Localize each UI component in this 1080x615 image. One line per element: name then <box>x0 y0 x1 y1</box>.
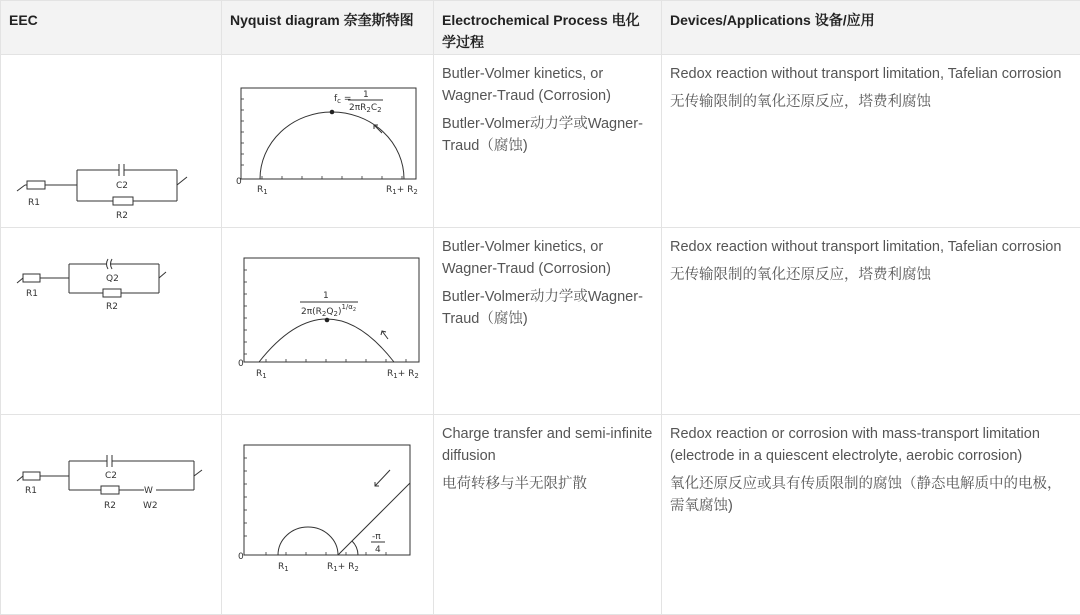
device-en: Redox reaction without transport limitation, Tafelian corrosion <box>670 66 1062 82</box>
x-right-label: $R_1+ R_2$ <box>327 562 359 573</box>
freq-denominator: $2\pi R_2C_2$ <box>349 103 382 114</box>
device-zh: 无传输限制的氧化还原反应，塔费利腐蚀 <box>670 94 931 110</box>
process-zh: Butler-Volmer动力学或Wagner-Traud（腐蚀) <box>442 289 643 327</box>
devices-cell <box>662 228 1080 415</box>
freq-numerator: 1 <box>363 90 369 100</box>
eec-cell <box>1 55 222 228</box>
resistor-r1-icon <box>23 472 40 480</box>
cpe-icon <box>107 259 109 269</box>
process-cell <box>434 228 662 415</box>
resistor-r2-icon <box>101 486 119 494</box>
nyquist-plot <box>222 55 433 227</box>
x-left-label: $R_1$ <box>257 185 268 196</box>
semicircle-curve <box>260 112 404 179</box>
warburg-line <box>338 483 410 555</box>
circuit-cpe-diagram <box>1 228 221 414</box>
plot-frame <box>241 88 416 179</box>
header-nyquist: Nyquist diagram 奈奎斯特图 <box>222 1 434 55</box>
nyquist-plot <box>222 415 433 614</box>
header-eec: EEC <box>1 1 222 55</box>
nyquist-cell <box>222 228 434 415</box>
device-zh: 氧化还原反应或具有传质限制的腐蚀（静态电解质中的电极，需氧腐蚀) <box>670 476 1062 514</box>
nyquist-cell <box>222 55 434 228</box>
origin-label: 0 <box>238 359 244 369</box>
c2-label: C2 <box>116 181 129 191</box>
apex-point <box>325 318 330 323</box>
depressed-semicircle-curve <box>259 319 394 362</box>
plot-frame <box>244 445 410 555</box>
process-en: Butler-Volmer kinetics, or Wagner-Traud (Corrosion) <box>442 66 611 104</box>
frequency-arrow-icon <box>374 125 382 133</box>
angle-numerator: -π <box>372 532 381 542</box>
eec-cell <box>1 415 222 615</box>
x-left-label: $R_1$ <box>278 562 289 573</box>
c2-label: C2 <box>105 471 118 481</box>
r2-label: R2 <box>116 211 128 221</box>
header-devices: Devices/Applications 设备/应用 <box>662 1 1080 55</box>
freq-label: $f_c$ = <box>334 94 352 105</box>
r1-label: R1 <box>25 486 37 496</box>
w2-label: W2 <box>143 501 158 511</box>
header-process: Electrochemical Process 电化学过程 <box>434 1 662 55</box>
process-zh: Butler-Volmer动力学或Wagner-Traud（腐蚀) <box>442 116 643 154</box>
device-en: Redox reaction without transport limitation, Tafelian corrosion <box>670 239 1062 255</box>
resistor-r1-icon <box>23 274 40 282</box>
table-row <box>1 415 1080 615</box>
apex-point <box>330 110 335 115</box>
semicircle-curve <box>278 527 338 555</box>
table-header-row <box>1 1 1080 55</box>
r1-label: R1 <box>28 198 40 208</box>
r1-label: R1 <box>26 289 38 299</box>
process-cell <box>434 415 662 615</box>
resistor-r1-icon <box>27 181 45 189</box>
r2-label: R2 <box>106 302 118 312</box>
nyquist-plot <box>222 228 433 414</box>
device-en: Redox reaction or corrosion with mass-transport limitation (electrode in a quiescent electrolyte, aerobic corrosion) <box>670 426 1040 464</box>
table-row <box>1 55 1080 228</box>
resistor-r2-icon <box>113 197 133 205</box>
axis-ticks <box>244 458 386 555</box>
r2-label: R2 <box>104 501 116 511</box>
table-row <box>1 228 1080 415</box>
circuit-randles-diagram <box>1 415 221 614</box>
process-zh: 电荷转移与半无限扩散 <box>442 476 587 492</box>
angle-arc <box>352 541 358 555</box>
eec-cell <box>1 228 222 415</box>
frequency-arrow-icon <box>375 470 390 486</box>
angle-denominator: 4 <box>375 545 381 555</box>
process-en: Butler-Volmer kinetics, or Wagner-Traud (Corrosion) <box>442 239 611 277</box>
freq-numerator: 1 <box>323 291 329 301</box>
circuit-rc-diagram <box>1 55 221 227</box>
x-left-label: $R_1$ <box>256 369 267 380</box>
freq-denominator: $2\pi(R_2Q_2)^{1/\alpha}_2$ <box>301 303 357 318</box>
device-zh: 无传输限制的氧化还原反应，塔费利腐蚀 <box>670 267 931 283</box>
process-en: Charge transfer and semi-infinite diffusion <box>442 426 653 464</box>
x-right-label: $R_1+ R_2$ <box>387 369 419 380</box>
origin-label: 0 <box>238 552 244 562</box>
q2-label: Q2 <box>106 274 119 284</box>
devices-cell <box>662 415 1080 615</box>
x-right-label: $R_1+ R_2$ <box>386 185 418 196</box>
process-cell <box>434 55 662 228</box>
resistor-r2-icon <box>103 289 121 297</box>
devices-cell <box>662 55 1080 228</box>
warburg-w-label: W <box>144 486 153 496</box>
origin-label: 0 <box>236 177 242 187</box>
nyquist-cell <box>222 415 434 615</box>
